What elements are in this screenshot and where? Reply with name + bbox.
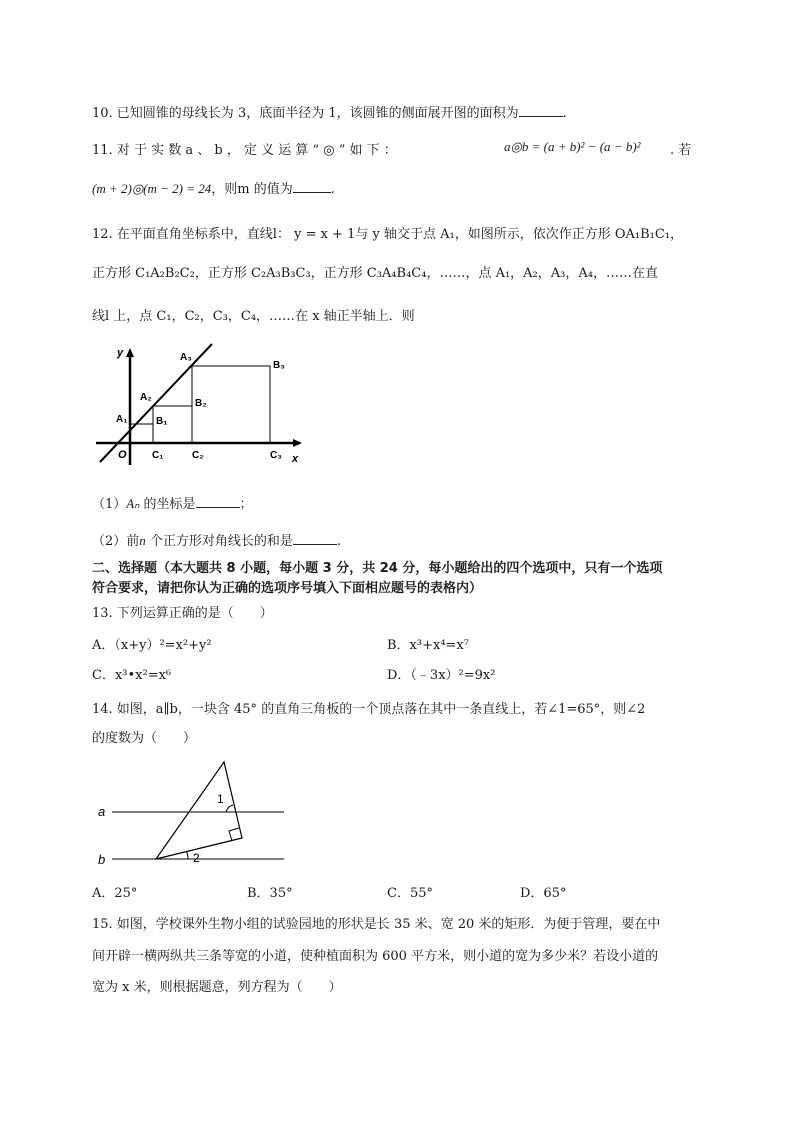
q11-formula: a◎b = (a + b)² − (a − b)² [504,139,641,154]
label-B1: B₁ [156,416,168,427]
q10-answer-blank[interactable] [519,103,563,117]
question-12-line3: 线l 上，点 C₁，C₂，C₃，C₄，……在 x 轴正半轴上．则 [92,309,415,324]
label-A2: A₂ [140,392,152,403]
y-axis-arrow-icon [126,348,134,357]
q12-sub2-answer-blank[interactable] [293,531,337,545]
question-10: 10. 已知圆锥的母线长为 3，底面半径为 1，该圆锥的侧面展开图的面积为 . [92,102,567,121]
q13-option-A[interactable]: A．（x+y）²=x²+y² [92,638,212,653]
label-y: y [117,347,124,359]
q11-answer-blank[interactable] [293,179,331,193]
label-B3: B₃ [273,360,285,371]
question-12-line1: 12. 在平面直角坐标系中，直线l： y = x + 1与 y 轴交于点 A₁，如图所示，依次作正方形 OA₁B₁C₁， [92,227,684,242]
q12-sub1: （1）Aₙ 的坐标是 ； [92,496,253,512]
label-A1: A₁ [116,414,128,425]
q13-option-B[interactable]: B．x³+x⁴=x⁷ [387,638,469,653]
q10-text: 10. 已知圆锥的母线长为 3，底面半径为 1，该圆锥的侧面展开图的面积为 [92,106,519,121]
label-C1: C₁ [152,450,164,461]
q13-option-D[interactable]: D．（﹣3x）²=9x² [387,668,496,683]
label-B2: B₂ [195,398,207,409]
question-15-line3: 宽为 x 米，则根据题意，列方程为（ ） [92,980,342,995]
label-x: x [292,453,299,465]
question-15-line1: 15. 如图，学校课外生物小组的试验园地的形状是长 35 米、宽 20 米的矩形．为便于管理，要在中 [92,917,661,932]
section-2-heading-line2: 符合要求，请把你认为正确的选项序号填入下面相应题号的表格内） [92,581,483,596]
q14-option-D[interactable]: D．65° [520,886,567,901]
label-C2: C₂ [192,450,204,461]
q14-parallel-lines-figure [92,758,292,870]
question-14-line2: 的度数为（ ） [92,731,197,746]
q14-option-A[interactable]: A．25° [92,886,138,901]
label-angle-1: 1 [217,792,224,806]
question-11-line1: 11. 对 于 实 数 a 、 b ， 定 义 运 算 “ ◎ ” 如 下 ： a◎b = (a + b)² − (a − b)² . 若 [92,139,692,158]
label-O: O [118,449,127,461]
question-14-line1: 14. 如图，a∥b，一块含 45° 的直角三角板的一个顶点落在其中一条直线上，若∠1=65°，则∠2 [92,702,646,717]
q12-squares-figure [92,340,312,470]
q14-option-B[interactable]: B．35° [247,886,293,901]
q12-sub2: （2）前n 个正方形对角线长的和是 . [92,533,342,549]
angle-1-arc [226,805,233,812]
set-square-triangle [156,762,242,859]
section-2-heading-line1: 二、选择题（本大题共 8 小题，每小题 3 分，共 24 分，每小题给出的四个选项中，只有一个选项 [92,561,663,576]
angle-2-arc [186,851,188,859]
label-b: b [98,852,106,867]
question-12-line2: 正方形 C₁A₂B₂C₂，正方形 C₂A₃B₃C₃，正方形 C₃A₄B₄C₄，……，点 A₁，A₂，A₃，A₄，……在直 [92,266,658,281]
label-a: a [98,804,106,819]
label-angle-2: 2 [193,851,200,865]
q13-option-C[interactable]: C．x³•x²=x⁶ [92,668,172,683]
label-C3: C₃ [270,450,282,461]
q12-sub1-answer-blank[interactable] [196,494,240,508]
question-13-stem: 13. 下列运算正确的是（ ） [92,606,273,621]
question-15-line2: 间开辟一横两纵共三条等宽的小道，使种植面积为 600 平方米，则小道的宽为多少米？若设小道的 [92,949,659,964]
x-axis-arrow-icon [293,439,302,447]
question-11-line2: (m + 2)◎(m − 2) = 24，则m 的值为 . [92,181,335,197]
q11-text: 11. 对 于 实 数 a 、 b ， 定 义 运 算 “ ◎ ” 如 下 ： [92,143,397,158]
q14-option-C[interactable]: C．55° [387,886,433,901]
label-A3: A₃ [180,352,192,363]
q11-line2-formula: (m + 2)◎(m − 2) = 24 [92,181,212,196]
